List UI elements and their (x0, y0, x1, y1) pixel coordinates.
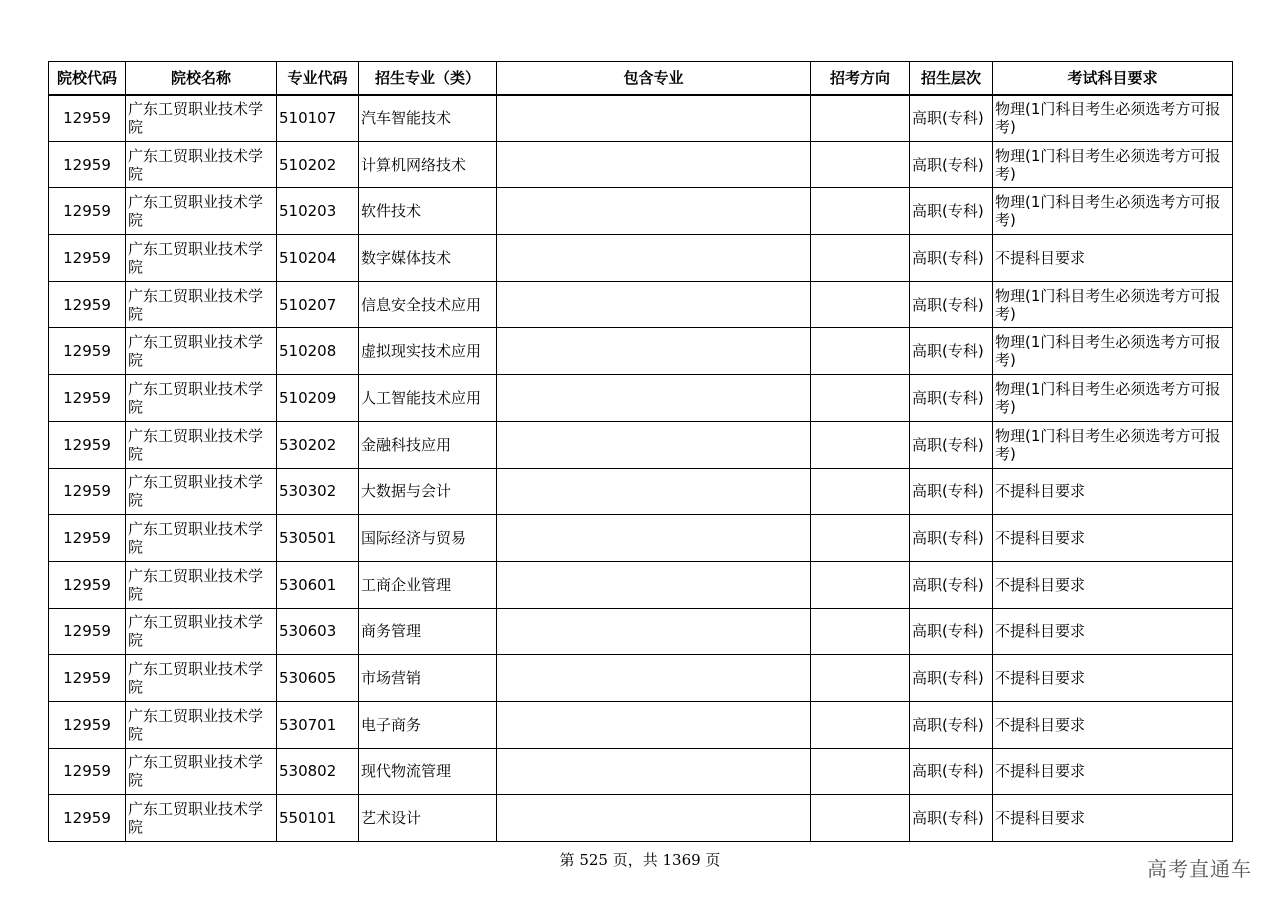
major-name-cell: 商务管理 (359, 608, 497, 655)
table-row (49, 281, 1233, 328)
major-name-cell: 国际经济与贸易 (359, 515, 497, 562)
level-cell: 高职(专科) (910, 748, 993, 795)
subject-requirement-cell: 物理(1门科目考生必须选考方可报考) (993, 141, 1233, 188)
school-code-cell: 12959 (49, 561, 126, 608)
major-code-cell: 530601 (277, 561, 359, 608)
included-majors-cell (497, 608, 811, 655)
major-code-cell: 510209 (277, 375, 359, 422)
major-name-cell: 数字媒体技术 (359, 235, 497, 282)
level-cell: 高职(专科) (910, 421, 993, 468)
direction-cell (811, 328, 910, 375)
school-name-cell: 广东工贸职业技术学院 (126, 561, 277, 608)
major-code-cell: 530202 (277, 421, 359, 468)
subject-requirement-cell: 物理(1门科目考生必须选考方可报考) (993, 281, 1233, 328)
included-majors-cell (497, 795, 811, 842)
direction-cell (811, 375, 910, 422)
included-majors-cell (497, 375, 811, 422)
included-majors-cell (497, 188, 811, 235)
included-majors-cell (497, 561, 811, 608)
major-code-cell: 510207 (277, 281, 359, 328)
school-code-cell: 12959 (49, 375, 126, 422)
header-school-code: 院校代码 (49, 62, 126, 95)
direction-cell (811, 795, 910, 842)
school-name-cell: 广东工贸职业技术学院 (126, 375, 277, 422)
subject-requirement-cell: 物理(1门科目考生必须选考方可报考) (993, 421, 1233, 468)
major-code-cell: 530501 (277, 515, 359, 562)
school-name-cell: 广东工贸职业技术学院 (126, 95, 277, 142)
school-name-cell: 广东工贸职业技术学院 (126, 795, 277, 842)
subject-requirement-cell: 不提科目要求 (993, 748, 1233, 795)
direction-cell (811, 515, 910, 562)
header-school-name: 院校名称 (126, 62, 277, 95)
major-name-cell: 人工智能技术应用 (359, 375, 497, 422)
direction-cell (811, 95, 910, 142)
school-code-cell: 12959 (49, 795, 126, 842)
school-code-cell: 12959 (49, 515, 126, 562)
table-row (49, 235, 1233, 282)
direction-cell (811, 701, 910, 748)
subject-requirement-cell: 物理(1门科目考生必须选考方可报考) (993, 328, 1233, 375)
school-code-cell: 12959 (49, 655, 126, 702)
school-name-cell: 广东工贸职业技术学院 (126, 515, 277, 562)
header-direction: 招考方向 (811, 62, 910, 95)
major-name-cell: 虚拟现实技术应用 (359, 328, 497, 375)
table-row (49, 468, 1233, 515)
major-code-cell: 510204 (277, 235, 359, 282)
included-majors-cell (497, 515, 811, 562)
major-name-cell: 工商企业管理 (359, 561, 497, 608)
level-cell: 高职(专科) (910, 235, 993, 282)
major-code-cell: 510202 (277, 141, 359, 188)
major-name-cell: 大数据与会计 (359, 468, 497, 515)
level-cell: 高职(专科) (910, 375, 993, 422)
major-name-cell: 艺术设计 (359, 795, 497, 842)
school-code-cell: 12959 (49, 141, 126, 188)
major-code-cell: 530605 (277, 655, 359, 702)
subject-requirement-cell: 不提科目要求 (993, 795, 1233, 842)
table-row (49, 188, 1233, 235)
level-cell: 高职(专科) (910, 795, 993, 842)
direction-cell (811, 141, 910, 188)
school-code-cell: 12959 (49, 328, 126, 375)
major-name-cell: 市场营销 (359, 655, 497, 702)
table-row (49, 701, 1233, 748)
level-cell: 高职(专科) (910, 328, 993, 375)
subject-requirement-cell: 物理(1门科目考生必须选考方可报考) (993, 375, 1233, 422)
level-cell: 高职(专科) (910, 655, 993, 702)
subject-requirement-cell: 不提科目要求 (993, 468, 1233, 515)
school-name-cell: 广东工贸职业技术学院 (126, 468, 277, 515)
major-code-cell: 510107 (277, 95, 359, 142)
included-majors-cell (497, 468, 811, 515)
major-code-cell: 530701 (277, 701, 359, 748)
major-code-cell: 530603 (277, 608, 359, 655)
direction-cell (811, 608, 910, 655)
table-row (49, 515, 1233, 562)
major-code-cell: 530802 (277, 748, 359, 795)
table-row (49, 655, 1233, 702)
major-name-cell: 信息安全技术应用 (359, 281, 497, 328)
subject-requirement-cell: 不提科目要求 (993, 608, 1233, 655)
page-number: 第 525 页，共 1369 页 (559, 851, 721, 869)
school-name-cell: 广东工贸职业技术学院 (126, 281, 277, 328)
table-row (49, 561, 1233, 608)
school-name-cell: 广东工贸职业技术学院 (126, 701, 277, 748)
admissions-table (48, 61, 1233, 842)
major-name-cell: 计算机网络技术 (359, 141, 497, 188)
school-name-cell: 广东工贸职业技术学院 (126, 748, 277, 795)
school-code-cell: 12959 (49, 748, 126, 795)
included-majors-cell (497, 701, 811, 748)
direction-cell (811, 655, 910, 702)
school-name-cell: 广东工贸职业技术学院 (126, 141, 277, 188)
table-row (49, 141, 1233, 188)
level-cell: 高职(专科) (910, 141, 993, 188)
direction-cell (811, 421, 910, 468)
subject-requirement-cell: 物理(1门科目考生必须选考方可报考) (993, 95, 1233, 142)
level-cell: 高职(专科) (910, 608, 993, 655)
table-row (49, 421, 1233, 468)
school-code-cell: 12959 (49, 95, 126, 142)
school-code-cell: 12959 (49, 421, 126, 468)
major-name-cell: 金融科技应用 (359, 421, 497, 468)
school-name-cell: 广东工贸职业技术学院 (126, 421, 277, 468)
included-majors-cell (497, 748, 811, 795)
major-name-cell: 电子商务 (359, 701, 497, 748)
subject-requirement-cell: 不提科目要求 (993, 655, 1233, 702)
direction-cell (811, 748, 910, 795)
level-cell: 高职(专科) (910, 468, 993, 515)
level-cell: 高职(专科) (910, 281, 993, 328)
subject-requirement-cell: 物理(1门科目考生必须选考方可报考) (993, 188, 1233, 235)
included-majors-cell (497, 655, 811, 702)
subject-requirement-cell: 不提科目要求 (993, 701, 1233, 748)
level-cell: 高职(专科) (910, 515, 993, 562)
included-majors-cell (497, 281, 811, 328)
major-code-cell: 550101 (277, 795, 359, 842)
major-name-cell: 现代物流管理 (359, 748, 497, 795)
table-row (49, 95, 1233, 142)
subject-requirement-cell: 不提科目要求 (993, 561, 1233, 608)
level-cell: 高职(专科) (910, 95, 993, 142)
major-name-cell: 软件技术 (359, 188, 497, 235)
included-majors-cell (497, 235, 811, 282)
school-code-cell: 12959 (49, 701, 126, 748)
direction-cell (811, 468, 910, 515)
header-level: 招生层次 (910, 62, 993, 95)
level-cell: 高职(专科) (910, 701, 993, 748)
table-row (49, 328, 1233, 375)
included-majors-cell (497, 328, 811, 375)
header-major: 招生专业（类） (359, 62, 497, 95)
level-cell: 高职(专科) (910, 561, 993, 608)
school-code-cell: 12959 (49, 188, 126, 235)
school-name-cell: 广东工贸职业技术学院 (126, 328, 277, 375)
subject-requirement-cell: 不提科目要求 (993, 235, 1233, 282)
school-code-cell: 12959 (49, 468, 126, 515)
school-code-cell: 12959 (49, 608, 126, 655)
table-row (49, 608, 1233, 655)
header-subject-requirement: 考试科目要求 (993, 62, 1233, 95)
direction-cell (811, 188, 910, 235)
major-code-cell: 530302 (277, 468, 359, 515)
school-name-cell: 广东工贸职业技术学院 (126, 235, 277, 282)
major-code-cell: 510208 (277, 328, 359, 375)
header-major-code: 专业代码 (277, 62, 359, 95)
direction-cell (811, 561, 910, 608)
subject-requirement-cell: 不提科目要求 (993, 515, 1233, 562)
table-row (49, 795, 1233, 842)
included-majors-cell (497, 141, 811, 188)
school-code-cell: 12959 (49, 281, 126, 328)
included-majors-cell (497, 95, 811, 142)
school-name-cell: 广东工贸职业技术学院 (126, 608, 277, 655)
header-included-majors: 包含专业 (497, 62, 811, 95)
table-header-row (49, 62, 1233, 95)
table-row (49, 375, 1233, 422)
table-row (49, 748, 1233, 795)
direction-cell (811, 235, 910, 282)
table-body (49, 95, 1233, 842)
included-majors-cell (497, 421, 811, 468)
level-cell: 高职(专科) (910, 188, 993, 235)
major-name-cell: 汽车智能技术 (359, 95, 497, 142)
school-name-cell: 广东工贸职业技术学院 (126, 188, 277, 235)
watermark-logo-text: 高考直通车 (1147, 857, 1252, 881)
school-name-cell: 广东工贸职业技术学院 (126, 655, 277, 702)
major-code-cell: 510203 (277, 188, 359, 235)
direction-cell (811, 281, 910, 328)
school-code-cell: 12959 (49, 235, 126, 282)
